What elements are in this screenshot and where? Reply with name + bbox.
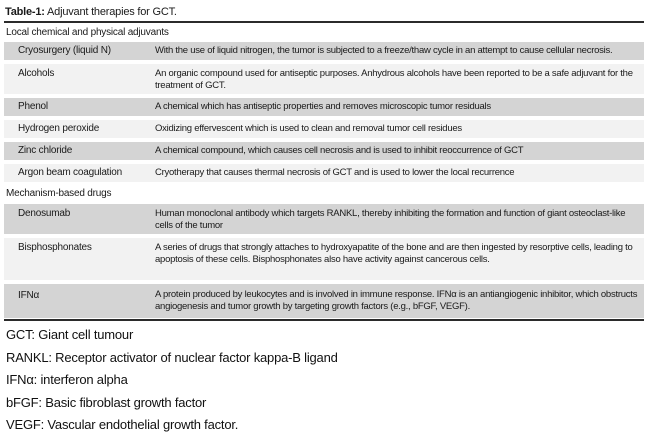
section-header-mechanism-label: Mechanism-based drugs [6, 188, 112, 199]
footnote-rankl: RANKL: Receptor activator of nuclear factor kappa-B ligand [6, 349, 338, 365]
table-caption-title: Adjuvant therapies for GCT. [47, 6, 177, 18]
therapy-name: Alcohols [18, 68, 55, 79]
table-top-rule [4, 21, 644, 23]
therapy-description: Human monoclonal antibody which targets RANKL, thereby inhibiting the formation and function of giant osteoclast-like cells of the tumor [155, 208, 626, 231]
table-caption-label: Table-1: [5, 6, 45, 18]
footnote-vegf: VEGF: Vascular endothelial growth factor. [6, 417, 239, 432]
therapy-name: Hydrogen peroxide [18, 123, 100, 134]
table-row [4, 238, 644, 280]
therapy-description: A chemical which has antiseptic properties and removes microscopic tumor residuals [155, 101, 491, 112]
therapy-name: IFNα [18, 290, 40, 301]
table-row [4, 164, 644, 182]
abbreviation-footnotes [6, 324, 636, 437]
therapy-description: A chemical compound, which causes cell necrosis and is used to inhibit reoccurrence of GCT [155, 145, 524, 156]
table-row [4, 98, 644, 116]
footnote-ifn: IFNα: interferon alpha [6, 372, 128, 387]
therapy-name: Bisphosphonates [18, 242, 92, 253]
table-row [4, 284, 644, 318]
footnote-gct: GCT: Giant cell tumour [6, 327, 134, 342]
therapy-description: Oxidizing effervescent which is used to clean and removal tumor cell residues [155, 123, 462, 134]
therapy-description: Cryotherapy that causes thermal necrosis of GCT and is used to lower the local recurrence [155, 167, 515, 178]
section-header-local [4, 24, 644, 40]
section-header-local-label: Local chemical and physical adjuvants [6, 27, 169, 38]
therapy-name: Phenol [18, 101, 48, 112]
table-row [4, 120, 644, 138]
therapy-description: A protein produced by leukocytes and is involved in immune response. IFNα is an antiangiogenic inhibitor, which obstructs angiogenesis and tumor growth by targeting growth factors (e.g., bFGF, VEGF). [155, 289, 638, 312]
section-header-mechanism [4, 184, 644, 202]
therapy-name: Zinc chloride [18, 145, 73, 156]
therapy-description: A series of drugs that strongly attaches to hydroxyapatite of the bone and are then ingested by resorptive cells, leading to apoptosis of these cells. Bisphosphonates also have activity against cancerous cells. [155, 242, 633, 265]
table-bottom-rule [4, 319, 644, 321]
table-row [4, 142, 644, 160]
footnote-bfgf: bFGF: Basic fibroblast growth factor [6, 394, 207, 410]
therapy-description: With the use of liquid nitrogen, the tumor is subjected to a freeze/thaw cycle in an attempt to cause cellular necrosis. [155, 45, 613, 56]
table-row [4, 64, 644, 94]
table-row [4, 204, 644, 234]
therapy-name: Argon beam coagulation [18, 167, 123, 178]
table-caption [5, 5, 177, 19]
therapy-name: Denosumab [18, 208, 71, 219]
therapy-name: Cryosurgery (liquid N) [18, 45, 111, 56]
therapy-description: An organic compound used for antiseptic purposes. Anhydrous alcohols have been reported to be a safe adjuvant for the treatment of GCT. [155, 68, 633, 91]
table-row [4, 42, 644, 60]
